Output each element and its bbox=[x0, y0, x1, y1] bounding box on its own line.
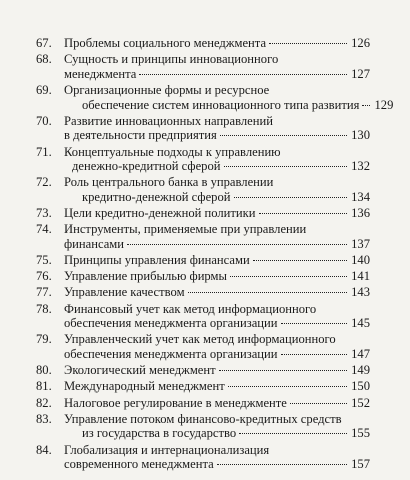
page-number: 157 bbox=[351, 457, 370, 472]
entry-body bbox=[64, 114, 370, 143]
dot-leader bbox=[224, 166, 348, 167]
entry-number: 75. bbox=[36, 253, 52, 268]
entry-title: Инструменты, применяемые при управлении bbox=[64, 222, 307, 237]
entry-title-continued: в деятельности предприятия bbox=[64, 128, 217, 143]
toc-entry bbox=[36, 363, 370, 378]
dot-leader bbox=[228, 386, 347, 387]
entry-title: Управление качеством bbox=[64, 285, 185, 300]
toc-entry bbox=[36, 36, 370, 51]
dot-leader bbox=[281, 323, 347, 324]
entry-number: 78. bbox=[36, 301, 52, 316]
entry-number: 72. bbox=[36, 175, 52, 190]
entry-title: Международный менеджмент bbox=[64, 379, 225, 394]
toc-entry bbox=[36, 269, 370, 284]
page-number: 136 bbox=[351, 206, 370, 221]
entry-number: 84. bbox=[36, 442, 52, 457]
entry-number: 76. bbox=[36, 269, 52, 284]
entry-title-continued: обеспечения менеджмента организации bbox=[64, 347, 278, 361]
entry-title-continued: денежно-кредитной сферой bbox=[72, 159, 221, 174]
entry-body bbox=[64, 175, 370, 204]
entry-title: Управление прибылью фирмы bbox=[64, 269, 227, 284]
toc-entry bbox=[36, 379, 370, 394]
page-number: 152 bbox=[351, 395, 370, 410]
entry-number: 81. bbox=[36, 379, 52, 394]
page-number: 134 bbox=[351, 189, 370, 204]
toc-entry bbox=[36, 443, 370, 472]
entry-title: Финансовый учет как метод информационного bbox=[64, 301, 317, 316]
toc-entry bbox=[36, 285, 370, 300]
entry-title: Проблемы социального менеджмента bbox=[64, 36, 267, 50]
entry-title: Сущность и принципы инновационного bbox=[64, 52, 279, 67]
entry-title: Организационные формы и ресурсное bbox=[64, 82, 270, 97]
entry-title: Концептуальные подходы к управлению bbox=[64, 144, 281, 159]
entry-body bbox=[64, 443, 370, 472]
entry-title-continued: обеспечения менеджмента организации bbox=[64, 316, 278, 331]
page-number: 132 bbox=[351, 159, 370, 174]
dot-leader bbox=[220, 135, 347, 136]
dot-leader bbox=[188, 292, 347, 293]
entry-body bbox=[64, 206, 370, 221]
toc-entry bbox=[36, 175, 370, 204]
entry-number: 82. bbox=[36, 395, 52, 410]
dot-leader bbox=[290, 403, 347, 404]
entry-title: Цели кредитно-денежной политики bbox=[64, 206, 256, 221]
page-number: 150 bbox=[351, 379, 370, 394]
toc-entry bbox=[36, 82, 394, 112]
entry-title-continued: менеджмента bbox=[64, 66, 137, 81]
page-number: 145 bbox=[351, 316, 370, 331]
entry-body bbox=[64, 36, 370, 51]
entry-title: Развитие инновационных направлений bbox=[64, 113, 273, 128]
page-number: 127 bbox=[351, 66, 370, 81]
entry-title-continued: из государства в государство bbox=[82, 426, 237, 441]
entry-number: 70. bbox=[36, 113, 52, 128]
entry-title: Управление потоком финансово-кредитных средств bbox=[64, 411, 342, 426]
entry-number: 71. bbox=[36, 144, 52, 159]
dot-leader bbox=[127, 244, 347, 245]
entry-title: Налоговое регулирование в менеджменте bbox=[64, 395, 287, 410]
entry-body bbox=[64, 145, 370, 174]
toc-entry bbox=[36, 412, 370, 441]
dot-leader bbox=[234, 197, 348, 198]
toc-entry bbox=[36, 145, 370, 174]
dot-leader bbox=[362, 105, 370, 106]
entry-body bbox=[64, 379, 370, 394]
page-number: 155 bbox=[351, 426, 370, 441]
entry-number: 83. bbox=[36, 411, 52, 426]
entry-title-continued: финансами bbox=[64, 236, 125, 251]
entry-body bbox=[64, 412, 370, 441]
dot-leader bbox=[139, 74, 347, 75]
entry-title: Роль центрального банка в управлении bbox=[64, 175, 274, 190]
dot-leader bbox=[269, 43, 347, 44]
toc-entry bbox=[36, 332, 370, 361]
toc-entry bbox=[36, 114, 370, 143]
page-number: 149 bbox=[351, 363, 370, 378]
toc-entry bbox=[36, 253, 370, 268]
entry-number: 74. bbox=[36, 222, 52, 237]
entry-number: 79. bbox=[36, 332, 52, 347]
page-number: 126 bbox=[351, 36, 370, 50]
entry-number: 77. bbox=[36, 285, 52, 300]
page-number: 137 bbox=[351, 236, 370, 251]
entry-body bbox=[64, 396, 370, 411]
entry-number: 69. bbox=[36, 82, 52, 97]
entry-body bbox=[64, 253, 370, 268]
entry-body bbox=[64, 82, 394, 112]
dot-leader bbox=[217, 464, 347, 465]
dot-leader bbox=[219, 370, 347, 371]
dot-leader bbox=[230, 276, 347, 277]
entry-title: Управленческий учет как метод информационного bbox=[64, 332, 336, 347]
toc-entry bbox=[36, 396, 370, 411]
entry-title-continued: обеспечение систем инновационного типа развития bbox=[82, 97, 360, 112]
entry-number: 73. bbox=[36, 206, 52, 221]
entry-body bbox=[64, 332, 370, 361]
entry-title: Экологический менеджмент bbox=[64, 363, 216, 378]
table-of-contents bbox=[36, 36, 394, 472]
dot-leader bbox=[253, 260, 347, 261]
entry-title: Глобализация и интернационализация bbox=[64, 442, 270, 457]
entry-title-continued: кредитно-денежной сферой bbox=[82, 189, 231, 204]
entry-body bbox=[64, 52, 370, 81]
toc-entry bbox=[36, 52, 370, 81]
entry-body bbox=[64, 269, 370, 284]
page-number: 147 bbox=[351, 347, 370, 361]
entry-body bbox=[64, 222, 370, 251]
entry-body bbox=[64, 302, 370, 331]
page-number: 143 bbox=[351, 285, 370, 300]
dot-leader bbox=[239, 433, 347, 434]
dot-leader bbox=[281, 354, 347, 355]
page-number: 140 bbox=[351, 253, 370, 268]
toc-entry bbox=[36, 206, 370, 221]
entry-body bbox=[64, 285, 370, 300]
page-number: 129 bbox=[374, 97, 394, 112]
entry-number: 80. bbox=[36, 363, 52, 378]
toc-entry bbox=[36, 302, 370, 331]
page-number: 141 bbox=[351, 269, 370, 284]
dot-leader bbox=[259, 213, 347, 214]
page-number: 130 bbox=[351, 128, 370, 143]
entry-number: 67. bbox=[36, 36, 52, 50]
toc-entry bbox=[36, 222, 370, 251]
entry-title: Принципы управления финансами bbox=[64, 253, 250, 268]
entry-number: 68. bbox=[36, 52, 52, 67]
entry-title-continued: современного менеджмента bbox=[64, 457, 214, 472]
entry-body bbox=[64, 363, 370, 378]
